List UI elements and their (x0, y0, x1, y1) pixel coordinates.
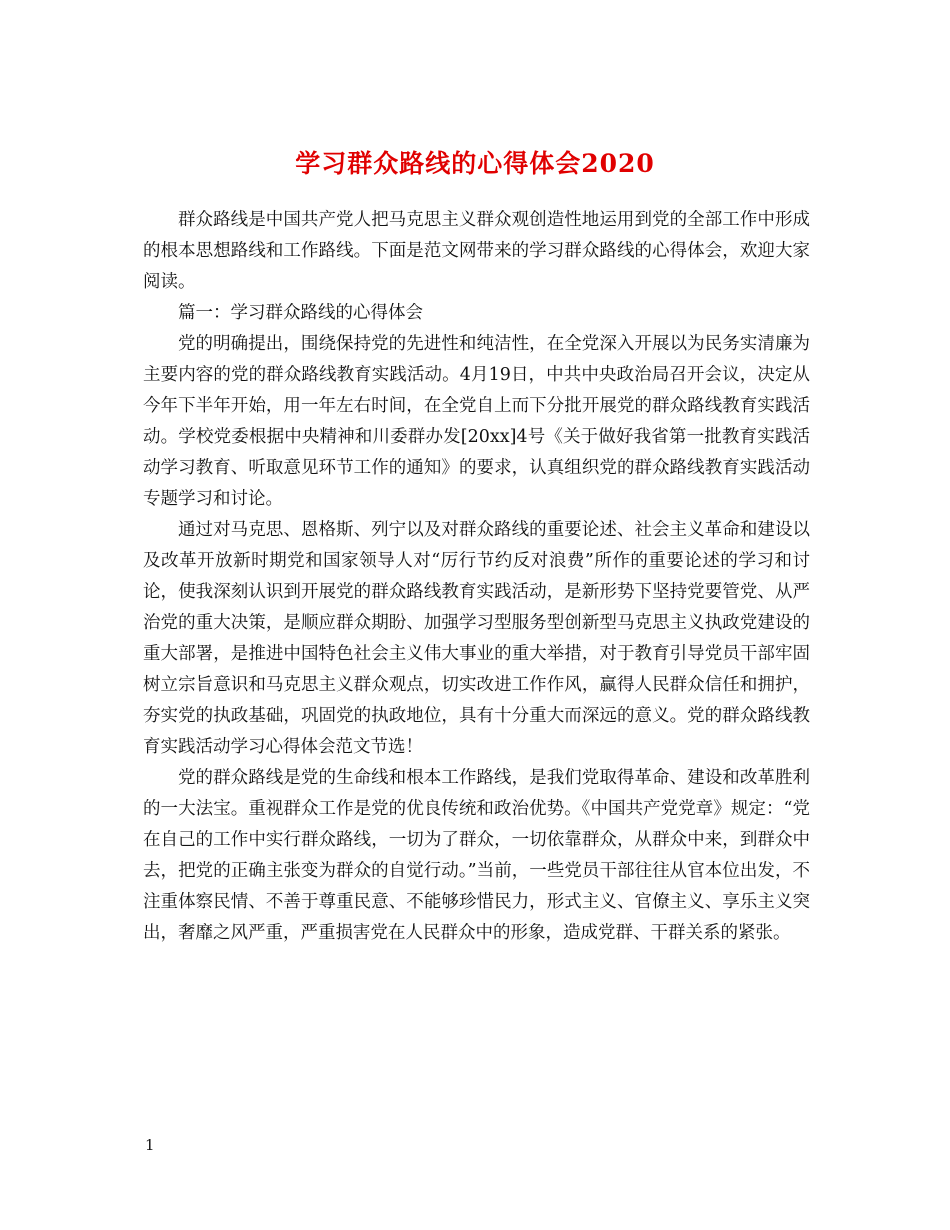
paragraph-background: 党的明确提出，围绕保持党的先进性和纯洁性，在全党深入开展以为民务实清廉为主要内容的党的群众路线教育实践活动。4月19日，中共中央政治局召开会议，决定从今年下半年开始，用一年左右时间，在全党自上而下分批开展党的群众路线教育实践活动。学校党委根据中央精神和川委群办发[20xx]4号《关于做好我省第一批教育实践活动学习教育、听取意见环节工作的通知》的要求，认真组织党的群众路线教育实践活动专题学习和讨论。 (143, 334, 810, 509)
paragraph-intro: 群众路线是中国共产党人把马克思主义群众观创造性地运用到党的全部工作中形成的根本思想路线和工作路线。下面是范文网带来的学习群众路线的心得体会，欢迎大家阅读。 (143, 210, 810, 292)
document-body (143, 205, 810, 949)
page-number: 1 (145, 1136, 155, 1154)
section-heading: 篇一：学习群众路线的心得体会 (178, 303, 423, 323)
paragraph-significance: 通过对马克思、恩格斯、列宁以及对群众路线的重要论述、社会主义革命和建设以及改革开放新时期党和国家领导人对“厉行节约反对浪费”所作的重要论述的学习和讨论，使我深刻认识到开展党的群众路线教育实践活动，是新形势下坚持党要管党、从严治党的重大决策，是顺应群众期盼、加强学习型服务型创新型马克思主义执政党建设的重大部署，是推进中国特色社会主义伟大事业的重大举措，对于教育引导党员干部牢固树立宗旨意识和马克思主义群众观点，切实改进工作作风，赢得人民群众信任和拥护，夯实党的执政基础，巩固党的执政地位，具有十分重大而深远的意义。党的群众路线教育实践活动学习心得体会范文节选！ (143, 520, 810, 757)
page-title: 学习群众路线的心得体会2020 (295, 148, 655, 178)
paragraph-mass-line: 党的群众路线是党的生命线和根本工作路线，是我们党取得革命、建设和改革胜利的一大法宝。重视群众工作是党的优良传统和政治优势。《中国共产党党章》规定：“党在自己的工作中实行群众路线，一切为了群众，一切依靠群众，从群众中来，到群众中去，把党的正确主张变为群众的自觉行动。”当前，一些党员干部往往从官本位出发，不注重体察民情、不善于尊重民意、不能够珍惜民力，形式主义、官僚主义、享乐主义突出，奢靡之风严重，严重损害党在人民群众中的形象，造成党群、干群关系的紧张。 (143, 768, 810, 943)
